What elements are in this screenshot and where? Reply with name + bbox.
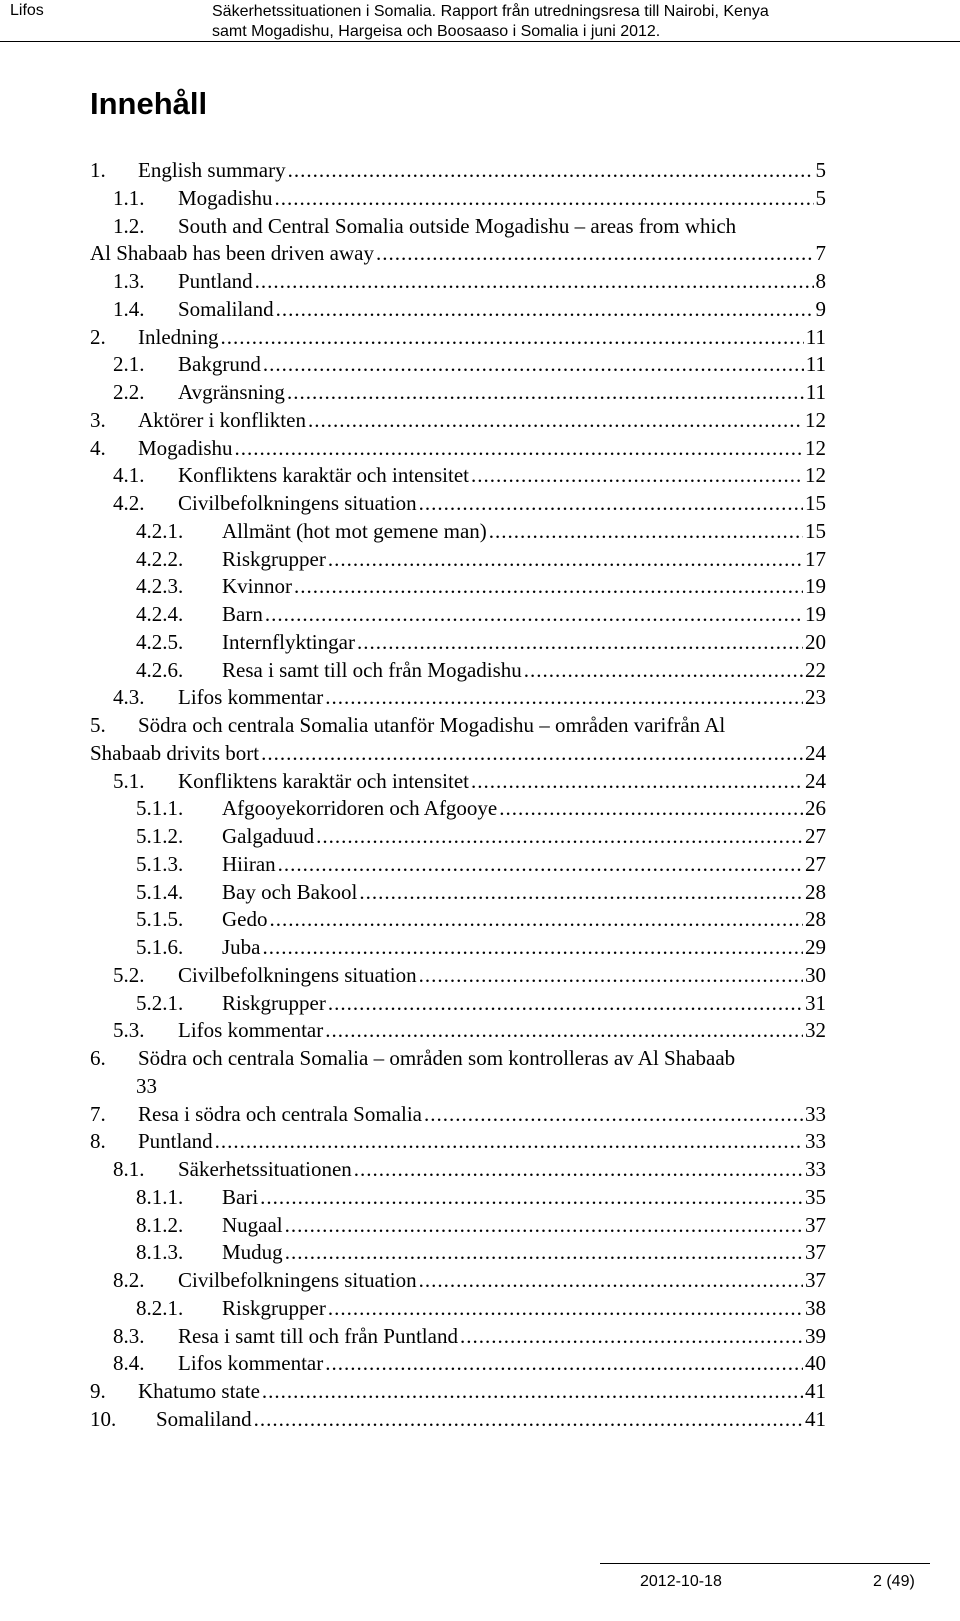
toc-entry[interactable]	[0, 1211, 960, 1239]
toc-entry-number: 9.	[90, 1379, 106, 1403]
toc-entry-number: 5.1.4.	[136, 879, 184, 904]
toc-entry-title: Civilbefolkningens situation	[178, 962, 417, 987]
header-title	[212, 2, 769, 42]
toc-leader-dots	[354, 1155, 803, 1183]
toc-leader-dots	[325, 683, 803, 711]
toc-entry-number: 2.	[90, 324, 106, 349]
toc-leader-dots	[419, 489, 803, 517]
toc-entry-number: 8.4.	[113, 1351, 145, 1376]
toc-entry[interactable]	[0, 1405, 960, 1433]
footer-rule	[600, 1563, 930, 1564]
toc-entry-page: 20	[805, 629, 826, 654]
toc-leader-dots	[325, 1349, 803, 1377]
toc-entry-title: Al Shabaab has been driven away	[90, 241, 374, 266]
toc-entry-page: 32	[805, 1018, 826, 1043]
toc-leader-dots	[263, 350, 804, 378]
toc-entry-number: 1.3.	[113, 269, 145, 293]
toc-entry-number: 4.2.3.	[136, 574, 184, 599]
toc-entry-number: 10.	[90, 1406, 117, 1431]
toc-entry[interactable]	[0, 239, 960, 267]
toc-entry-title: Resa i samt till och från Puntland	[178, 1323, 458, 1348]
toc-entry-number: 4.	[90, 435, 106, 460]
toc-entry[interactable]	[0, 878, 960, 906]
toc-leader-dots	[255, 267, 814, 295]
toc-entry[interactable]	[0, 1377, 960, 1405]
toc-leader-dots	[260, 1183, 803, 1211]
toc-entry[interactable]	[0, 683, 960, 711]
toc-entry-number: 2.1.	[113, 352, 145, 377]
toc-entry-title: Inledning	[138, 324, 219, 349]
toc-entry-number: 5.2.	[113, 962, 145, 987]
toc-entry-title: Mudug	[222, 1240, 283, 1265]
toc-entry[interactable]	[0, 1155, 960, 1183]
toc-entry-title: Konfliktens karaktär och intensitet	[178, 463, 469, 488]
toc-leader-dots	[328, 1294, 803, 1322]
toc-entry[interactable]	[0, 767, 960, 795]
toc-leader-dots	[261, 739, 803, 767]
toc-entry-page: 9	[815, 296, 826, 321]
toc-entry-title: Internflyktingar	[222, 629, 355, 654]
toc-leader-dots	[471, 767, 803, 795]
toc-entry-page: 37	[805, 1268, 826, 1292]
toc-entry-title: Resa i södra och centrala Somalia	[138, 1101, 422, 1126]
toc-entry-number: 5.1.6.	[136, 935, 184, 959]
toc-entry-number: 8.1.	[113, 1157, 145, 1181]
toc-entry-title: Konfliktens karaktär och intensitet	[178, 768, 469, 793]
toc-entry-number: 8.2.1.	[136, 1295, 184, 1320]
toc-entry[interactable]	[0, 406, 960, 434]
toc-entry-page: 33	[805, 1157, 826, 1181]
toc-entry-page: 24	[805, 740, 826, 765]
toc-entry-number: 1.4.	[113, 296, 145, 321]
toc-entry[interactable]	[0, 434, 960, 462]
toc-entry-page: 7	[815, 241, 826, 266]
toc-entry[interactable]	[0, 905, 960, 933]
toc-leader-dots	[270, 905, 804, 933]
toc-entry-title: Riskgrupper	[222, 546, 326, 571]
toc-entry[interactable]	[0, 295, 960, 323]
footer-date: 2012-10-18	[640, 1573, 722, 1590]
toc-entry-title: Barn	[222, 602, 263, 626]
toc-entry-page: 28	[805, 907, 826, 932]
toc-entry-number: 8.2.	[113, 1268, 145, 1292]
toc-entry-number: 1.1.	[113, 185, 145, 210]
toc-entry[interactable]	[0, 212, 960, 240]
toc-entry-number: 5.1.3.	[136, 851, 184, 876]
toc-leader-dots	[424, 1100, 803, 1128]
toc-entry-title: Mogadishu	[178, 185, 273, 210]
toc-leader-dots	[419, 961, 803, 989]
toc-entry-page: 40	[805, 1351, 826, 1376]
toc-entry-title: Puntland	[178, 269, 253, 293]
toc-heading: Innehåll	[90, 86, 208, 121]
toc-entry-number: 4.2.1.	[136, 518, 184, 543]
toc-entry[interactable]	[0, 1266, 960, 1294]
toc-entry-title: Bari	[222, 1184, 259, 1209]
toc-leader-dots	[285, 1238, 803, 1266]
toc-entry-title: Lifos kommentar	[178, 1018, 324, 1043]
toc-entry-page: 17	[805, 546, 826, 571]
header-org: Lifos	[10, 2, 44, 19]
toc-entry-page: 41	[805, 1406, 826, 1431]
toc-leader-dots	[263, 933, 804, 961]
toc-entry-page: 12	[805, 407, 826, 432]
toc-leader-dots	[278, 850, 803, 878]
toc-entry[interactable]	[0, 323, 960, 351]
toc-leader-dots	[499, 794, 803, 822]
toc-entry-page: 15	[805, 491, 826, 515]
toc-entry-number: 8.	[90, 1129, 106, 1154]
toc-entry-title: Khatumo state	[138, 1379, 260, 1403]
toc-entry[interactable]	[0, 489, 960, 517]
toc-entry-title: Södra och centrala Somalia utanför Mogadishu – områden varifrån Al	[138, 713, 726, 737]
toc-entry-number: 4.2.5.	[136, 629, 184, 654]
toc-entry-page: 11	[805, 380, 826, 404]
toc-entry[interactable]	[0, 1294, 960, 1322]
toc-leader-dots	[215, 1127, 803, 1155]
toc-entry[interactable]	[0, 267, 960, 295]
toc-leader-dots	[524, 656, 803, 684]
toc-entry-number: 5.2.1.	[136, 990, 184, 1015]
toc-leader-dots	[265, 600, 803, 628]
toc-entry-title: South and Central Somalia outside Mogadishu – areas from which	[178, 213, 737, 238]
toc-entry-number: 8.3.	[113, 1323, 145, 1348]
toc-entry-page: 27	[805, 824, 826, 848]
toc-leader-dots	[235, 434, 804, 462]
toc-leader-dots	[316, 822, 803, 850]
toc-entry-number: 8.1.1.	[136, 1184, 184, 1209]
toc-entry-title: Puntland	[138, 1129, 213, 1154]
toc-leader-dots	[357, 628, 803, 656]
toc-entry-title: Galgaduud	[222, 824, 315, 848]
toc-entry-page: 23	[805, 685, 826, 710]
toc-entry[interactable]	[0, 1349, 960, 1377]
toc-entry-title: Kvinnor	[222, 574, 292, 599]
toc-entry[interactable]	[0, 989, 960, 1017]
toc-entry-title: 33	[136, 1073, 157, 1098]
toc-leader-dots	[359, 878, 803, 906]
toc-entry-title: Allmänt (hot mot gemene man)	[222, 518, 487, 543]
toc-entry-number: 1.2.	[113, 213, 145, 238]
toc-entry-title: Shabaab drivits bort	[90, 740, 260, 765]
toc-entry-page: 38	[805, 1295, 826, 1320]
toc-entry-number: 4.2.4.	[136, 602, 184, 626]
toc-entry[interactable]	[0, 461, 960, 489]
toc-entry-page: 39	[805, 1323, 826, 1348]
header-title-line1: Säkerhetssituationen i Somalia. Rapport från utredningsresa till Nairobi, Kenya	[212, 3, 769, 20]
toc-leader-dots	[287, 378, 804, 406]
toc-entry-page: 5	[815, 185, 826, 210]
toc-entry[interactable]	[0, 1016, 960, 1044]
toc-entry-title: Bay och Bakool	[222, 879, 358, 904]
toc-entry-number: 4.2.6.	[136, 657, 184, 682]
toc-entry-page: 37	[805, 1240, 826, 1265]
toc-entry[interactable]	[0, 739, 960, 767]
toc-entry-title: Lifos kommentar	[178, 1351, 324, 1376]
toc-leader-dots	[328, 545, 803, 573]
toc-entry-title: Mogadishu	[138, 435, 233, 460]
toc-entry[interactable]	[0, 600, 960, 628]
toc-entry-title: Somaliland	[156, 1406, 252, 1431]
toc-entry-page: 19	[805, 574, 826, 599]
toc-entry-title: Civilbefolkningens situation	[178, 491, 417, 515]
toc-entry[interactable]	[0, 545, 960, 573]
toc-entry[interactable]	[0, 378, 960, 406]
toc-leader-dots	[275, 184, 814, 212]
toc-leader-dots	[288, 156, 814, 184]
toc-entry-page: 37	[805, 1212, 826, 1237]
toc-entry-page: 41	[805, 1379, 826, 1403]
toc-leader-dots	[308, 406, 803, 434]
toc-entry-title: Afgooyekorridoren och Afgooye	[222, 796, 498, 821]
toc-entry[interactable]	[0, 822, 960, 850]
header-title-line2: samt Mogadishu, Hargeisa och Boosaaso i Somalia i juni 2012.	[212, 23, 661, 40]
toc-entry-page: 33	[805, 1129, 826, 1154]
toc-entry-title: Resa i samt till och från Mogadishu	[222, 657, 522, 682]
toc-entry-title: Riskgrupper	[222, 990, 326, 1015]
toc-leader-dots	[419, 1266, 803, 1294]
toc-entry-page: 31	[805, 990, 826, 1015]
toc-entry-number: 4.3.	[113, 685, 145, 710]
toc-entry-title: Riskgrupper	[222, 1295, 326, 1320]
toc-entry-number: 4.2.	[113, 491, 145, 515]
toc-leader-dots	[325, 1016, 803, 1044]
toc-leader-dots	[471, 461, 803, 489]
toc-entry-page: 33	[805, 1101, 826, 1126]
toc-entry[interactable]	[0, 711, 960, 739]
toc-entry-page: 26	[805, 796, 826, 821]
toc-entry[interactable]	[0, 794, 960, 822]
toc-entry-number: 5.3.	[113, 1018, 145, 1043]
toc-entry-page: 29	[805, 935, 826, 959]
toc-entry[interactable]	[0, 1183, 960, 1211]
toc-entry-number: 8.1.2.	[136, 1212, 184, 1237]
toc-entry-title: Nugaal	[222, 1212, 283, 1237]
toc-entry[interactable]	[0, 1072, 960, 1100]
toc-leader-dots	[460, 1322, 803, 1350]
toc-entry[interactable]	[0, 156, 960, 184]
toc-entry-title: English summary	[138, 158, 286, 182]
toc-entry[interactable]	[0, 656, 960, 684]
toc-entry-number: 6.	[90, 1046, 106, 1070]
toc-entry[interactable]	[0, 1127, 960, 1155]
toc-entry-page: 22	[805, 657, 826, 682]
toc-entry-title: Civilbefolkningens situation	[178, 1268, 417, 1292]
toc-entry-page: 19	[805, 602, 826, 626]
toc-entry[interactable]	[0, 1044, 960, 1072]
toc-entry-title: Avgränsning	[178, 380, 285, 404]
toc-entry-page: 11	[805, 352, 826, 377]
toc-entry-number: 5.	[90, 713, 106, 737]
toc-entry-page: 5	[815, 158, 826, 182]
toc-entry-title: Säkerhetssituationen	[178, 1157, 352, 1181]
toc-entry-page: 12	[805, 463, 826, 488]
toc-entry-title: Hiiran	[222, 851, 276, 876]
toc-entry-title: Södra och centrala Somalia – områden som kontrolleras av Al Shabaab	[138, 1046, 736, 1070]
page-header	[0, 0, 960, 42]
toc-entry-title: Somaliland	[178, 296, 274, 321]
toc-entry-number: 1.	[90, 158, 106, 182]
toc-entry-page: 8	[815, 269, 826, 293]
toc-entry-page: 28	[805, 879, 826, 904]
toc-entry-page: 27	[805, 851, 826, 876]
toc-leader-dots	[220, 323, 803, 351]
toc-entry[interactable]	[0, 961, 960, 989]
toc-entry-number: 3.	[90, 407, 106, 432]
toc-entry[interactable]	[0, 1322, 960, 1350]
toc-entry[interactable]	[0, 517, 960, 545]
toc-leader-dots	[276, 295, 814, 323]
toc-entry-number: 5.1.5.	[136, 907, 184, 932]
toc-entry[interactable]	[0, 933, 960, 961]
toc-entry-page: 35	[805, 1184, 826, 1209]
toc-entry-page: 30	[805, 962, 826, 987]
toc-entry-number: 4.1.	[113, 463, 145, 488]
toc-leader-dots	[328, 989, 803, 1017]
footer-page: 2 (49)	[873, 1573, 915, 1590]
toc-entry-title: Gedo	[222, 907, 268, 932]
toc-entry-title: Lifos kommentar	[178, 685, 324, 710]
toc-entry-page: 15	[805, 518, 826, 543]
toc-entry-number: 7.	[90, 1101, 106, 1126]
toc-leader-dots	[294, 572, 803, 600]
toc-leader-dots	[489, 517, 803, 545]
toc-entry-number: 5.1.1.	[136, 796, 184, 821]
toc-entry[interactable]	[0, 850, 960, 878]
toc-entry-number: 8.1.3.	[136, 1240, 184, 1265]
toc-entry[interactable]	[0, 1238, 960, 1266]
toc-entry-title: Bakgrund	[178, 352, 261, 377]
toc-entry-page: 12	[805, 435, 826, 460]
toc-entry-number: 4.2.2.	[136, 546, 184, 571]
toc-entry-number: 5.1.2.	[136, 824, 184, 848]
toc-entry-title: Aktörer i konflikten	[138, 407, 306, 432]
toc-entry[interactable]	[0, 1100, 960, 1128]
toc-leader-dots	[254, 1405, 803, 1433]
toc-entry-title: Juba	[222, 935, 261, 959]
toc-entry-number: 5.1.	[113, 768, 145, 793]
toc-entry[interactable]	[0, 350, 960, 378]
toc-leader-dots	[262, 1377, 803, 1405]
toc-entry-page: 11	[805, 324, 826, 349]
toc-entry[interactable]	[0, 184, 960, 212]
toc-leader-dots	[376, 239, 814, 267]
toc-entry-page: 24	[805, 768, 826, 793]
header-rule	[0, 41, 960, 42]
toc-entry-number: 2.2.	[113, 380, 145, 404]
toc-entry[interactable]	[0, 572, 960, 600]
toc-entry[interactable]	[0, 628, 960, 656]
toc-leader-dots	[285, 1211, 803, 1239]
